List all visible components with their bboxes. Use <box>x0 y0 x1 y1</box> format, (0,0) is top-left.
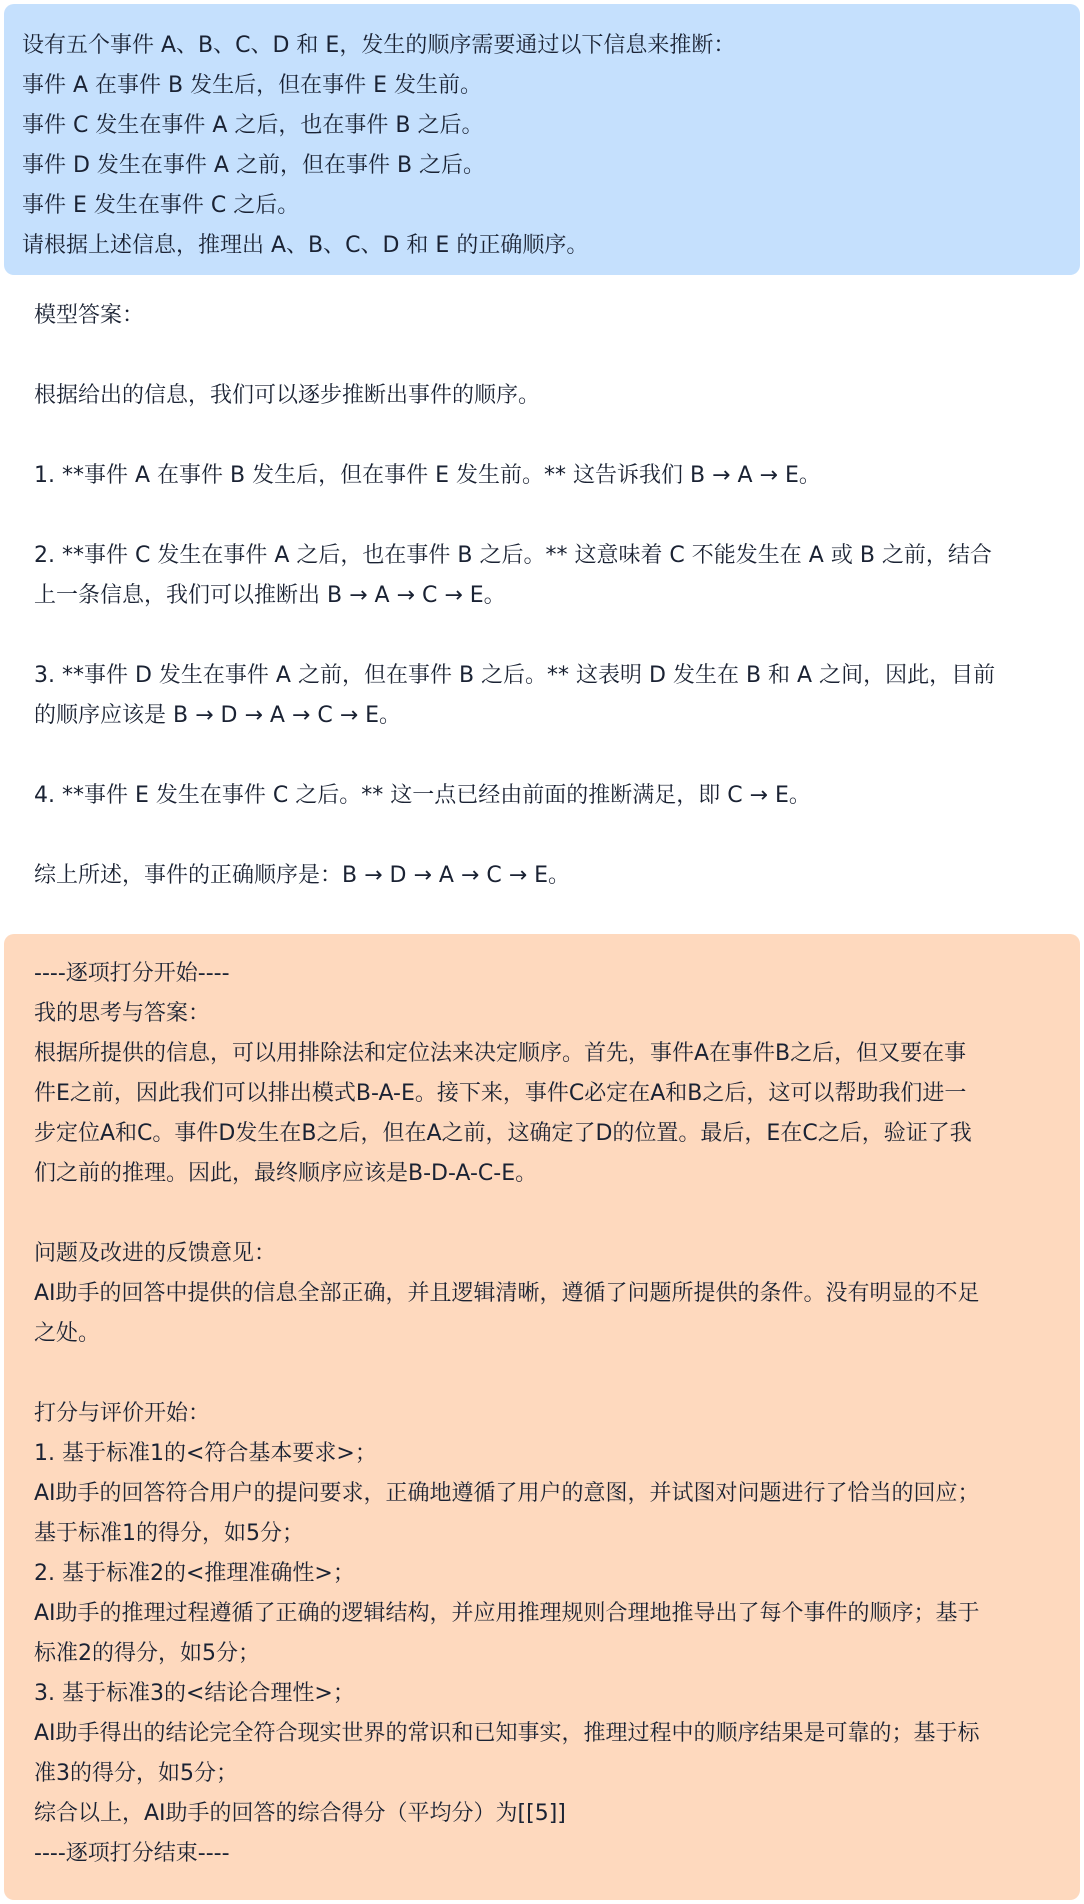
criterion-2-text: 标准2的得分，如5分； <box>34 1641 260 1666</box>
feedback-text: 之处。 <box>34 1321 101 1346</box>
criterion-1-title: 1. 基于标准1的<符合基本要求>； <box>34 1441 377 1466</box>
answer-point-1: 1. **事件 A 在事件 B 发生后，但在事件 E 发生前。** 这告诉我们 B → A → E。 <box>34 463 821 488</box>
answer-point-3-cont: 的顺序应该是 B → D → A → C → E。 <box>34 703 402 728</box>
question-panel <box>4 4 1080 275</box>
answer-point-3: 3. **事件 D 发生在事件 A 之前，但在事件 B 之后。** 这表明 D 发生在 B 和 A 之间，因此，目前 <box>34 663 996 688</box>
feedback-text: AI助手的回答中提供的信息全部正确，并且逻辑清晰，遵循了问题所提供的条件。没有明显的不足 <box>34 1281 980 1306</box>
thinking-heading: 我的思考与答案： <box>34 1001 211 1026</box>
criterion-1-text: AI助手的回答符合用户的提问要求，正确地遵循了用户的意图，并试图对问题进行了恰当的回应； <box>34 1481 980 1506</box>
answer-point-4: 4. **事件 E 发生在事件 C 之后。** 这一点已经由前面的推断满足，即 C → E。 <box>34 783 811 808</box>
scoring-heading: 打分与评价开始： <box>34 1401 211 1426</box>
question-line: 请根据上述信息，推理出 A、B、C、D 和 E 的正确顺序。 <box>22 233 589 258</box>
thinking-text: 步定位A和C。事件D发生在B之后，但在A之前，这确定了D的位置。最后，E在C之后，验证了我 <box>34 1121 972 1146</box>
question-line: 设有五个事件 A、B、C、D 和 E，发生的顺序需要通过以下信息来推断： <box>22 33 736 58</box>
review-panel <box>4 934 1080 1900</box>
criterion-3-text: 准3的得分，如5分； <box>34 1761 238 1786</box>
criterion-3-title: 3. 基于标准3的<结论合理性>； <box>34 1681 355 1706</box>
feedback-heading: 问题及改进的反馈意见： <box>34 1241 277 1266</box>
criterion-3-text: AI助手得出的结论完全符合现实世界的常识和已知事实，推理过程中的顺序结果是可靠的；基于标 <box>34 1721 980 1746</box>
question-line: 事件 C 发生在事件 A 之后，也在事件 B 之后。 <box>22 113 484 138</box>
question-line: 事件 A 在事件 B 发生后，但在事件 E 发生前。 <box>22 73 483 98</box>
thinking-text: 根据所提供的信息，可以用排除法和定位法来决定顺序。首先，事件A在事件B之后，但又要在事 <box>34 1041 967 1066</box>
total-score: 综合以上，AI助手的回答的综合得分（平均分）为[[5]] <box>34 1801 566 1826</box>
answer-heading: 模型答案： <box>34 303 145 328</box>
question-line: 事件 D 发生在事件 A 之前，但在事件 B 之后。 <box>22 153 486 178</box>
question-line: 事件 E 发生在事件 C 之后。 <box>22 193 300 218</box>
criterion-1-score: 基于标准1的得分，如5分； <box>34 1521 304 1546</box>
review-end-marker: ----逐项打分结束---- <box>34 1841 230 1866</box>
criterion-2-text: AI助手的推理过程遵循了正确的逻辑结构，并应用推理规则合理地推导出了每个事件的顺序；基于 <box>34 1601 980 1626</box>
model-answer-panel <box>4 278 1080 930</box>
answer-intro: 根据给出的信息，我们可以逐步推断出事件的顺序。 <box>34 383 541 408</box>
answer-point-2: 2. **事件 C 发生在事件 A 之后，也在事件 B 之后。** 这意味着 C 不能发生在 A 或 B 之前，结合 <box>34 543 992 568</box>
criterion-2-title: 2. 基于标准2的<推理准确性>； <box>34 1561 355 1586</box>
thinking-text: 们之前的推理。因此，最终顺序应该是B-D-A-C-E。 <box>34 1161 538 1186</box>
answer-point-2-cont: 上一条信息，我们可以推断出 B → A → C → E。 <box>34 583 506 608</box>
answer-conclusion: 综上所述，事件的正确顺序是：B → D → A → C → E。 <box>34 863 571 888</box>
review-start-marker: ----逐项打分开始---- <box>34 961 230 986</box>
thinking-text: 件E之前，因此我们可以排出模式B-A-E。接下来，事件C必定在A和B之后，这可以帮助我们进一 <box>34 1081 967 1106</box>
